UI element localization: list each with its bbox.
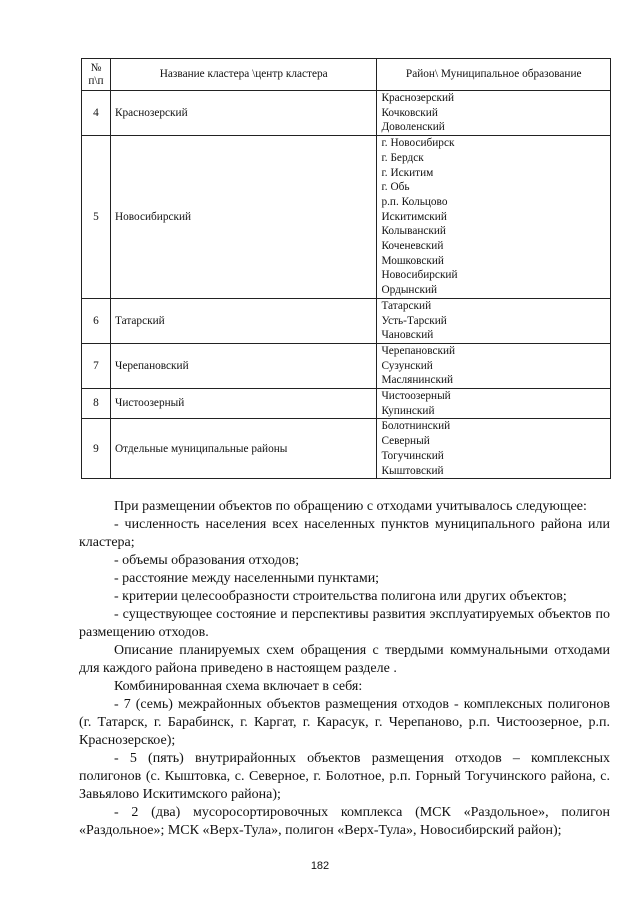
paragraph: - численность населения всех населенных пунктов муниципального района или кластера; [79, 517, 610, 550]
body-text [79, 498, 610, 840]
row-number: 7 [82, 343, 111, 388]
district-item: Доволенский [381, 121, 445, 134]
header-number [82, 59, 111, 91]
district-item: Кочковский [381, 106, 438, 119]
paragraph: Описание планируемых схем обращения с твердыми коммунальными отходами для каждого района приведено в настоящем разделе . [79, 643, 610, 676]
table-row [82, 419, 611, 479]
district-item: г. Искитим [381, 166, 434, 179]
header-cluster: Название кластера \центр кластера [110, 59, 376, 91]
district-item: Ордынский [381, 284, 438, 297]
cluster-name: Черепановский [110, 343, 376, 388]
table-row [82, 389, 611, 419]
paragraph: - 5 (пять) внутрирайонных объектов размещения отходов – комплексных полигонов (с. Кыштовка, с. Северное, г. Болотное, р.п. Горный Тогучинского района, с. Завьялово Искитимского района); [79, 751, 610, 802]
district-item: Сузунский [381, 359, 433, 372]
district-item: г. Обь [381, 181, 410, 194]
row-number: 6 [82, 298, 111, 343]
cluster-name: Отдельные муниципальные районы [110, 419, 376, 479]
district-item: г. Новосибирск [381, 137, 455, 150]
clusters-table [81, 58, 611, 479]
district-item: Маслянинский [381, 374, 454, 387]
district-item: Колыванский [381, 225, 446, 238]
paragraph: - существующее состояние и перспективы развития эксплуатируемых объектов по размещению отходов. [79, 607, 610, 640]
header-number-line1: № [90, 61, 102, 74]
cluster-name: Новосибирский [110, 136, 376, 299]
paragraph: При размещении объектов по обращению с отходами учитывалось следующее: [114, 499, 587, 514]
cluster-name: Татарский [110, 298, 376, 343]
district-item: Татарский [381, 299, 432, 312]
district-item: Коченевский [381, 240, 444, 253]
paragraph: - 7 (семь) межрайонных объектов размещения отходов - комплексных полигонов (г. Татарск, г. Барабинск, г. Каргат, г. Карасук, г. Черепаново, р.п. Чистоозерное, р.п. Краснозерское); [79, 697, 610, 748]
district-item: Кыштовский [381, 464, 444, 477]
table-header-row [82, 59, 611, 91]
district-item: Чистоозерный [381, 390, 451, 403]
district-item: Краснозерский [381, 92, 455, 104]
district-item: Чановский [381, 329, 434, 342]
district-item: Купинский [381, 404, 435, 417]
header-number-line2: п\п [88, 74, 104, 87]
paragraph: - объемы образования отходов; [114, 553, 300, 568]
cluster-name: Чистоозерный [110, 389, 376, 419]
page-number: 182 [310, 860, 330, 872]
district-item: Тогучинский [381, 449, 444, 462]
paragraph: - критерии целесообразности строительства полигона или других объектов; [114, 589, 567, 604]
district-item: Северный [381, 435, 430, 448]
district-item: Болотнинский [381, 420, 451, 433]
district-item: Черепановский [381, 344, 456, 357]
paragraph: Комбинированная схема включает в себя: [114, 679, 363, 694]
district-list [377, 389, 611, 419]
table-row [82, 91, 611, 136]
district-item: г. Бердск [381, 151, 424, 164]
row-number: 4 [82, 91, 111, 136]
district-item: Новосибирский [381, 269, 458, 282]
district-list [377, 298, 611, 343]
row-number: 9 [82, 419, 111, 479]
district-item: Мошковский [381, 254, 444, 267]
row-number: 8 [82, 389, 111, 419]
district-list [377, 91, 611, 136]
table-row [82, 136, 611, 299]
table-row [82, 343, 611, 388]
header-district: Район\ Муниципальное образование [377, 59, 611, 91]
row-number: 5 [82, 136, 111, 299]
table-body [82, 91, 611, 479]
district-list [377, 419, 611, 479]
district-item: Искитимский [381, 210, 447, 223]
district-list [377, 136, 611, 299]
district-list [377, 343, 611, 388]
cluster-name: Краснозерский [110, 91, 376, 136]
district-item: Усть-Тарский [381, 314, 447, 327]
paragraph: - расстояние между населенными пунктами; [114, 571, 380, 586]
table-row [82, 298, 611, 343]
paragraph: - 2 (два) мусоросортировочных комплекса (МСК «Раздольное», полигон «Раздольное»; МСК «Верх-Тула», полигон «Верх-Тула», Новосибирский район); [79, 805, 610, 838]
district-item: р.п. Кольцово [381, 195, 448, 208]
